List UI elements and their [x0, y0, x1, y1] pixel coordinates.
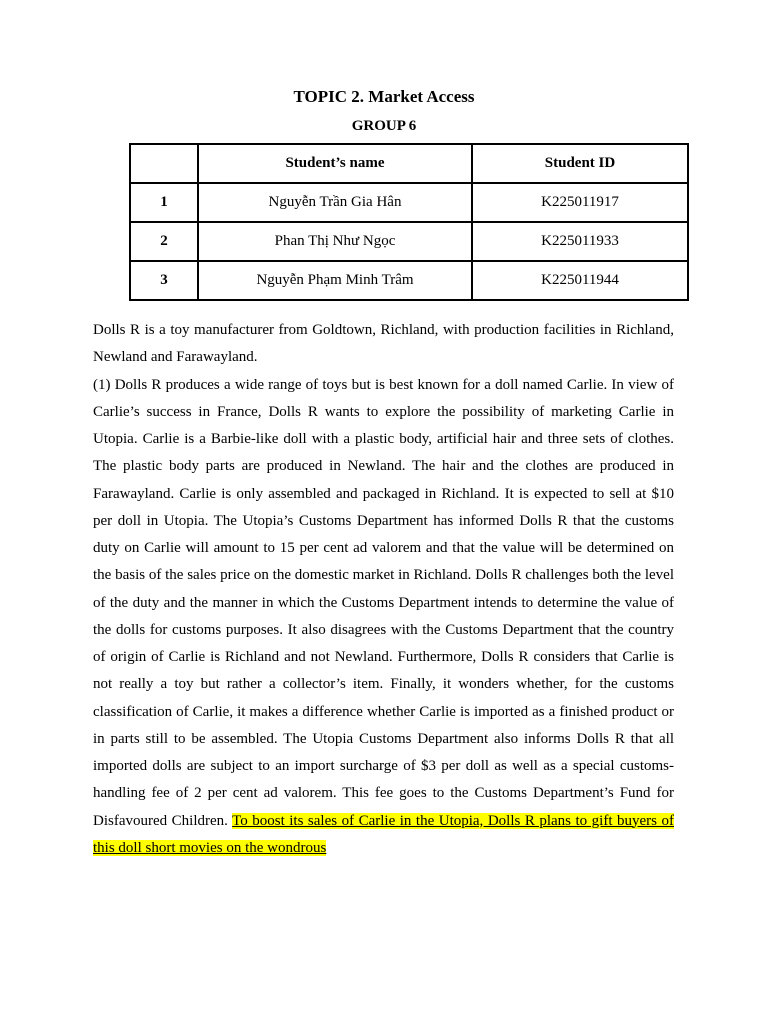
student-name: Phan Thị Như Ngọc: [198, 222, 472, 261]
row-number: 1: [130, 183, 198, 222]
group-label: GROUP 6: [351, 118, 417, 134]
student-table: [129, 143, 689, 301]
case-text: (1) Dolls R produces a wide range of toys but is best known for a doll named Carlie. In view of Carlie’s success in France, Dolls R wants to explore the possibility of marketing Carlie in Utopia. Carlie is a Barbie-like doll with a plastic body, artificial hair and three sets of clothes. The plastic body parts are produced in Newland. The hair and the clothes are produced in Farawayland. Carlie is only assembled and packaged in Richland. It is expected to sell at $10 per doll in Utopia. The Utopia’s Customs Department has informed Dolls R that the customs duty on Carlie will amount to 15 per cent ad valorem and that the value will be determined on the basis of the sales price on the domestic market in Richland. Dolls R challenges both the level of the duty and the manner in which the Customs Department intends to determine the value of the dolls for customs purposes. It also disagrees with the Customs Department that the country of origin of Carlie is Richland and not Newland. Furthermore, Dolls R considers that Carlie is not really a toy but rather a collector’s item. Finally, it wonders whether, for the customs classification of Carlie, it makes a difference whether Carlie is imported as a finished product or in parts still to be assembled. The Utopia Customs Department also informs Dolls R that all imported dolls are subject to an import surcharge of $3 per doll as well as a special customs-handling fee of 2 per cent ad valorem. This fee goes to the Customs Department’s Fund for Disfavoured Children.: [93, 376, 674, 829]
table-row: [130, 261, 688, 300]
student-id: K225011944: [472, 261, 688, 300]
table-row: [130, 183, 688, 222]
case-paragraph: [93, 372, 674, 863]
row-number: 3: [130, 261, 198, 300]
document-title: TOPIC 2. Market Access: [293, 87, 475, 106]
student-id: K225011933: [472, 222, 688, 261]
row-number: 2: [130, 222, 198, 261]
table-row: [130, 222, 688, 261]
table-header-number: [130, 144, 198, 183]
table-header-id: Student ID: [472, 144, 688, 183]
table-header-name: Student’s name: [198, 144, 472, 183]
student-name: Nguyễn Phạm Minh Trâm: [198, 261, 472, 300]
table-header-row: [130, 144, 688, 183]
student-id: K225011917: [472, 183, 688, 222]
student-name: Nguyễn Trần Gia Hân: [198, 183, 472, 222]
highlighted-text: To boost its sales of Carlie in the Utopia, Dolls R plans to gift buyers of this doll short movies on the wondrous: [93, 812, 674, 856]
case-body: [93, 317, 674, 862]
intro-paragraph: Dolls R is a toy manufacturer from Goldtown, Richland, with production facilities in Richland, Newland and Farawayland.: [93, 322, 674, 366]
